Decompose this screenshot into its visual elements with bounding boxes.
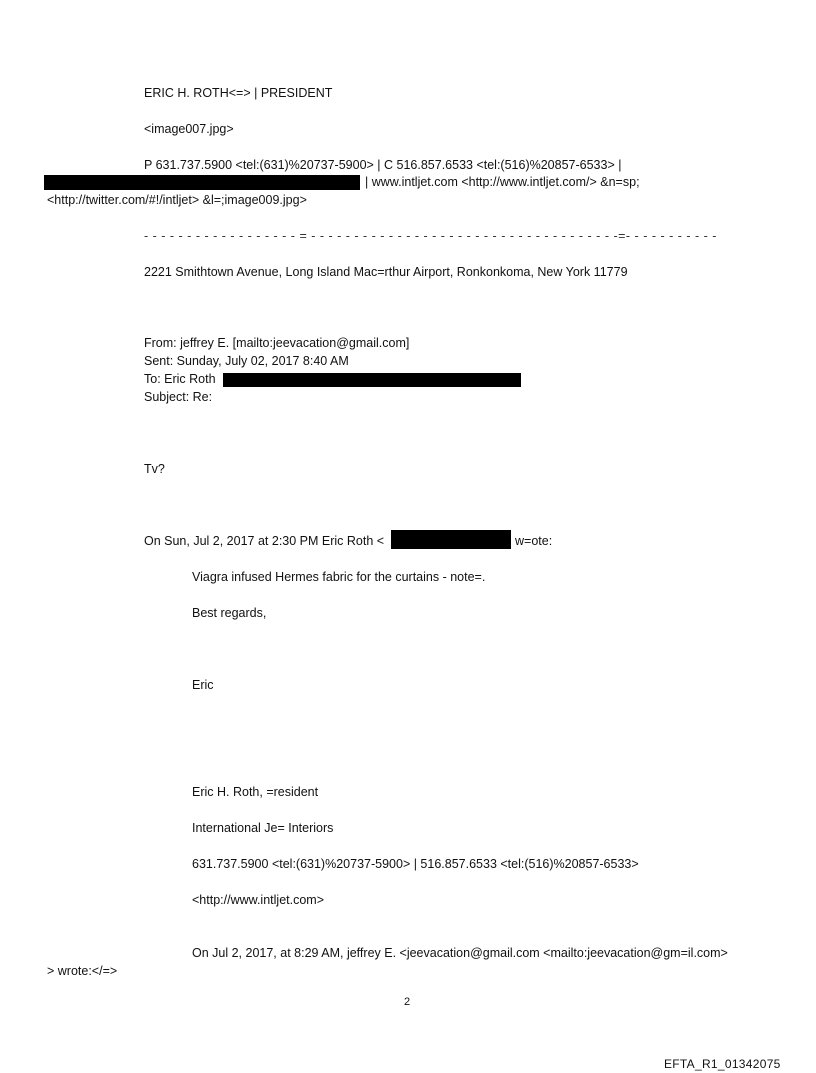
signature-image-placeholder: <image007.jpg> — [144, 122, 234, 136]
nested-quote-wrote: > wrote:</=> — [47, 964, 118, 978]
signature-address: 2221 Smithtown Avenue, Long Island Mac=rthur Airport, Ronkonkoma, New York 11779 — [144, 265, 628, 279]
signature-name-title: ERIC H. ROTH<=> | PRESIDENT — [144, 86, 333, 100]
redaction-bar — [44, 175, 360, 190]
quoted-intro-suffix: w=ote: — [515, 534, 553, 548]
quoted-signature-website: <http://www.intljet.com> — [192, 893, 325, 907]
quoted-signature-name: Eric H. Roth, =resident — [192, 785, 319, 799]
signature-twitter-line: <http://twitter.com/#!/intljet> &l=;image009.jpg> — [47, 193, 307, 207]
redaction-bar — [223, 373, 521, 387]
quoted-intro: On Sun, Jul 2, 2017 at 2:30 PM Eric Roth < — [144, 534, 385, 548]
email-sent: Sent: Sunday, July 02, 2017 8:40 AM — [144, 354, 349, 368]
quoted-signature-company: International Je= Interiors — [192, 821, 334, 835]
page-number: 2 — [404, 996, 411, 1008]
nested-quote-intro: On Jul 2, 2017, at 8:29 AM, jeffrey E. <jeevacation@gmail.com <mailto:jeevacation@gm=il.com> — [192, 946, 728, 960]
signature-phone-line: P 631.737.5900 <tel:(631)%20737-5900> | C 516.857.6533 <tel:(516)%20857-6533> | — [144, 158, 622, 172]
signature-divider: - - - - - - - - - - - - - - - - - - = - - - - - - - - - - - - - - - - - - - - - - - - - - - - - - - - - - - -=- - - - - - - - - - - — [144, 229, 717, 243]
quoted-signature-phones: 631.737.5900 <tel:(631)%20737-5900> | 516.857.6533 <tel:(516)%20857-6533> — [192, 857, 639, 871]
document-id: EFTA_R1_01342075 — [664, 1057, 781, 1071]
email-subject: Subject: Re: — [144, 390, 213, 404]
redaction-bar — [391, 530, 511, 549]
quoted-line: Viagra infused Hermes fabric for the curtains - note=. — [192, 570, 486, 584]
email-from: From: jeffrey E. [mailto:jeevacation@gmail.com] — [144, 336, 410, 350]
signature-website-line: | www.intljet.com <http://www.intljet.com/> &n=sp; — [365, 175, 640, 189]
email-to: To: Eric Roth — [144, 372, 216, 386]
quoted-name: Eric — [192, 678, 214, 692]
email-body: Tv? — [144, 462, 165, 476]
quoted-regards: Best regards, — [192, 606, 267, 620]
